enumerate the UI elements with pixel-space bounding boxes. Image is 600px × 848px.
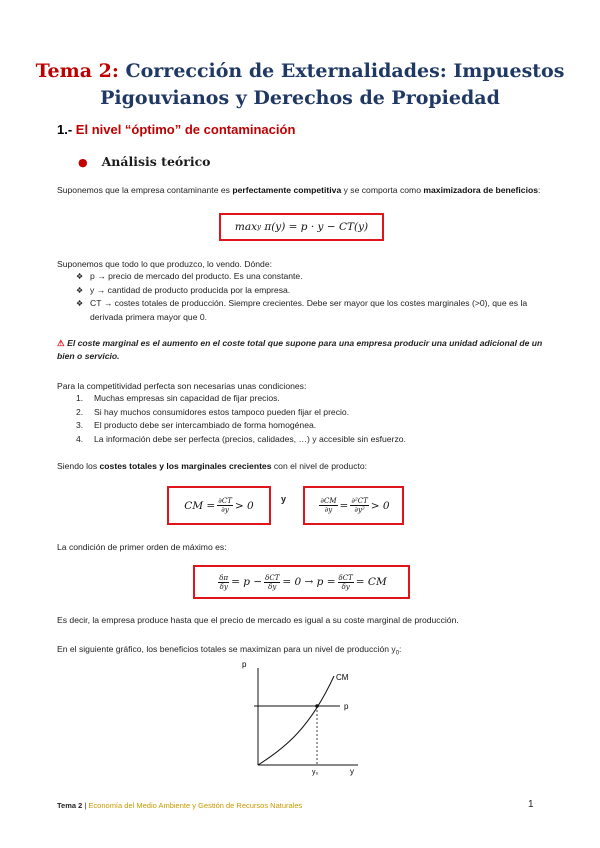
page-title (0, 58, 600, 112)
formula2-rhs: > 0 (234, 499, 254, 512)
para7-text: En el siguiente gráfico, los beneficios totales se maximizan para un nivel de producción y (57, 644, 396, 654)
formula-profit-max (219, 213, 384, 241)
denominator: ∂y (221, 506, 229, 514)
section-heading (57, 122, 295, 137)
marginal-cost-graph (240, 658, 380, 780)
para1-text1: Suponemos que la empresa contaminante es (57, 185, 233, 195)
formula4-term: = p − (231, 576, 263, 588)
cm-curve-label: CM (336, 673, 349, 682)
footer-subject: Economía del Medio Ambiente y Gestión de Recursos Naturales (88, 801, 303, 810)
fraction (319, 497, 337, 514)
section-number: 1.- (57, 122, 73, 137)
formula4-term: = CM (355, 576, 387, 588)
item-number: 3. (76, 420, 84, 430)
diamond-bullet-icon: ❖ (76, 299, 84, 308)
footer-separator: | (82, 801, 89, 810)
warning-icon: ⚠ (57, 338, 65, 348)
numerator: ∂CM (320, 497, 337, 505)
fraction (217, 497, 233, 514)
fraction (338, 574, 354, 591)
para1-text2: y se comporta como (341, 185, 424, 195)
item-number: 2. (76, 406, 84, 417)
section-title: El nivel “óptimo” de contaminación (75, 122, 296, 137)
bullet-text: y → cantidad de producto producida por la empresa. (90, 284, 291, 295)
fraction (264, 574, 280, 591)
para4-text1: Siendo los (57, 461, 100, 471)
paragraph-first-order: La condición de primer orden de máximo es: (57, 542, 227, 552)
list-item (76, 284, 546, 298)
para1-bold1: perfectamente competitiva (232, 185, 342, 195)
numerator: δCT (265, 573, 280, 582)
subsection-title: Análisis teórico (101, 154, 211, 169)
paragraph-assumption (57, 184, 547, 197)
numerator: ∂CT (218, 497, 232, 505)
formula3-rhs: > 0 (370, 499, 390, 512)
numerator: ∂²CT (351, 497, 368, 505)
diamond-bullet-icon: ❖ (76, 272, 84, 281)
denominator: δy (341, 582, 350, 591)
paragraph-increasing-costs (57, 460, 547, 473)
footer (57, 801, 302, 810)
list-item (76, 419, 546, 433)
fraction (350, 497, 368, 514)
item-text: Si hay muchos consumidores estos tampoco pueden fijar el precio. (94, 406, 350, 417)
para4-bold: costes totales y los marginales crecientes (99, 461, 272, 471)
item-text: Muchas empresas sin capacidad de fijar precios. (94, 393, 280, 403)
formula1-max: max (234, 221, 257, 233)
x-axis-label: y (350, 767, 354, 776)
list-item (76, 270, 546, 284)
fraction (218, 574, 229, 591)
subsection-heading (78, 154, 211, 169)
bullet-text: p → precio de mercado del producto. Es una constante. (90, 271, 303, 281)
definitions-list (76, 270, 546, 324)
y0-label: y₀ (312, 769, 319, 776)
para7-sub: 0 (395, 650, 400, 657)
formula-first-order-condition (193, 565, 410, 599)
denominator: ∂y² (354, 506, 365, 514)
para1-bold2: maximizadora de beneficios (423, 185, 538, 195)
title-line1: Corrección de Externalidades: Impuestos (125, 60, 565, 82)
list-item (76, 406, 546, 420)
formula-second-derivative (303, 486, 404, 525)
page-number: 1 (528, 799, 534, 810)
list-item (76, 392, 546, 406)
conditions-list (76, 392, 546, 446)
y-axis-label: p (242, 660, 247, 669)
title-prefix: Tema 2: (35, 60, 119, 82)
diamond-bullet-icon: ❖ (76, 285, 84, 295)
bullet-text: CT → costes totales de producción. Siempre crecientes. Debe ser mayor que los costes marginales (>0), que es la derivada primera mayor que 0. (90, 298, 528, 322)
paragraph-conclusion: Es decir, la empresa produce hasta que el precio de mercado es igual a su coste marginal de producción. (57, 615, 459, 625)
equilibrium-point (315, 704, 319, 708)
item-number: 4. (76, 433, 84, 444)
marginal-cost-curve (258, 676, 334, 765)
formula1-rest: π(y) = p · y − CT(y) (264, 221, 369, 233)
numerator: δCT (338, 573, 353, 582)
numerator: δπ (219, 573, 229, 582)
price-label: p (344, 702, 349, 711)
paragraph-where: Suponemos que todo lo que produzco, lo vendo. Dónde: (57, 259, 272, 269)
denominator: δy (268, 582, 277, 591)
warning-text: El coste marginal es el aumento en el coste total que supone para una empresa producir una unidad adicional de un bien o servicio. (57, 338, 543, 361)
item-text: La información debe ser perfecta (precios, calidades, …) y accesible sin esfuerzo. (94, 433, 406, 444)
denominator: ∂y (324, 506, 333, 514)
title-line2: Pigouvianos y Derechos de Propiedad (100, 87, 500, 109)
paragraph-conditions: Para la competitividad perfecta son necesarias unas condiciones: (57, 381, 307, 391)
formula4-term: = 0 → p = (282, 576, 336, 588)
list-item (76, 433, 546, 447)
denominator: δy (219, 582, 228, 591)
connector-text: y (281, 494, 287, 504)
item-text: El producto debe ser intercambiado de forma homogénea. (94, 420, 317, 430)
list-item (76, 297, 546, 324)
para4-text2: con el nivel de producto: (271, 461, 368, 471)
item-number: 1. (76, 393, 84, 403)
formula2-lhs: CM = (184, 499, 216, 512)
formula1-sub: y (257, 223, 261, 231)
formula-marginal-cost (167, 486, 271, 525)
formula3-eq: = (339, 499, 349, 512)
para7-end: : (399, 644, 402, 654)
para1-text3: : (538, 185, 541, 195)
footer-tema: Tema 2 (57, 801, 83, 810)
bullet-icon: ● (78, 156, 88, 169)
warning-note (57, 337, 547, 363)
